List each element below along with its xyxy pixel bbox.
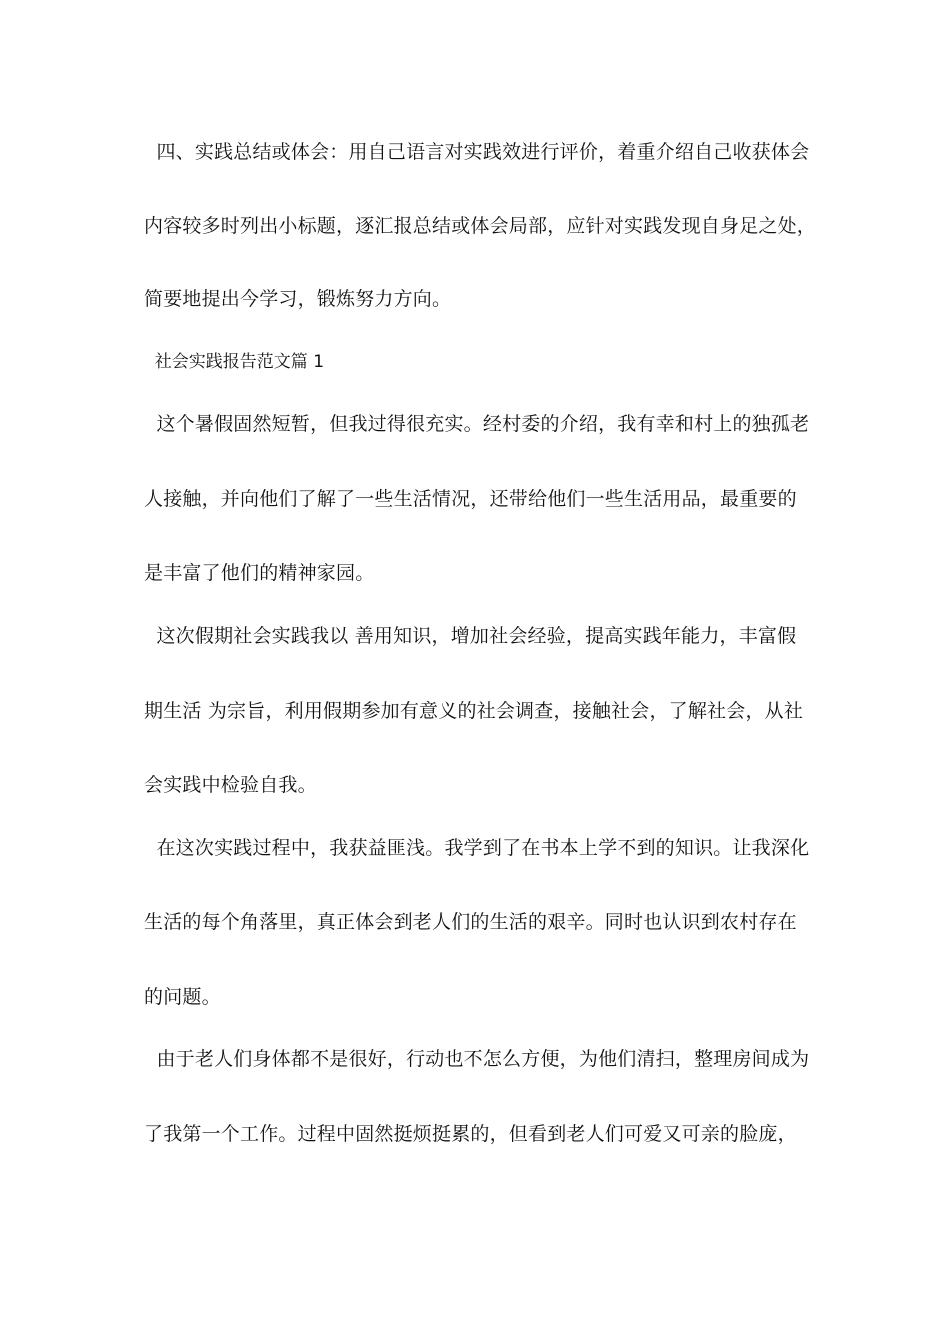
essay-title: 社会实践报告范文篇 1 [144, 352, 325, 372]
text-line: 的问题。 [144, 986, 221, 1008]
text-line: 是丰富了他们的精神家园。 [144, 562, 375, 584]
text-line: 期生活 为宗旨，利用假期参加有意义的社会调查，接触社会，了解社会，从社 [144, 700, 804, 722]
text-line: 了我第一个工作。过程中固然挺烦挺累的，但看到老人们可爱又可亲的脸庞， [144, 1123, 797, 1145]
text-line: 人接触，并向他们了解了一些生活情况，还带给他们一些生活用品，最重要的 [144, 488, 797, 510]
text-line: 由于老人们身体都不是很好，行动也不怎么方便，为他们清扫，整理房间成为 [144, 1048, 810, 1070]
text-line: 生活的每个角落里，真正体会到老人们的生活的艰辛。同时也认识到农村存在 [144, 911, 797, 933]
text-line: 会实践中检验自我。 [144, 774, 317, 796]
text-line: 四、实践总结或体会：用自己语言对实践效进行评价，着重介绍自己收获体会 [144, 141, 810, 163]
text-line: 在这次实践过程中，我获益匪浅。我学到了在书本上学不到的知识。让我深化 [144, 837, 810, 859]
text-line: 内容较多时列出小标题，逐汇报总结或体会局部，应针对实践发现自身足之处， [144, 215, 817, 237]
text-line: 这个暑假固然短暂，但我过得很充实。经村委的介绍，我有幸和村上的独孤老 [144, 413, 810, 435]
text-line: 简要地提出今学习，锻炼努力方向。 [144, 288, 452, 310]
text-line: 这次假期社会实践我以 善用知识，增加社会经验，提高实践年能力，丰富假 [144, 625, 797, 647]
